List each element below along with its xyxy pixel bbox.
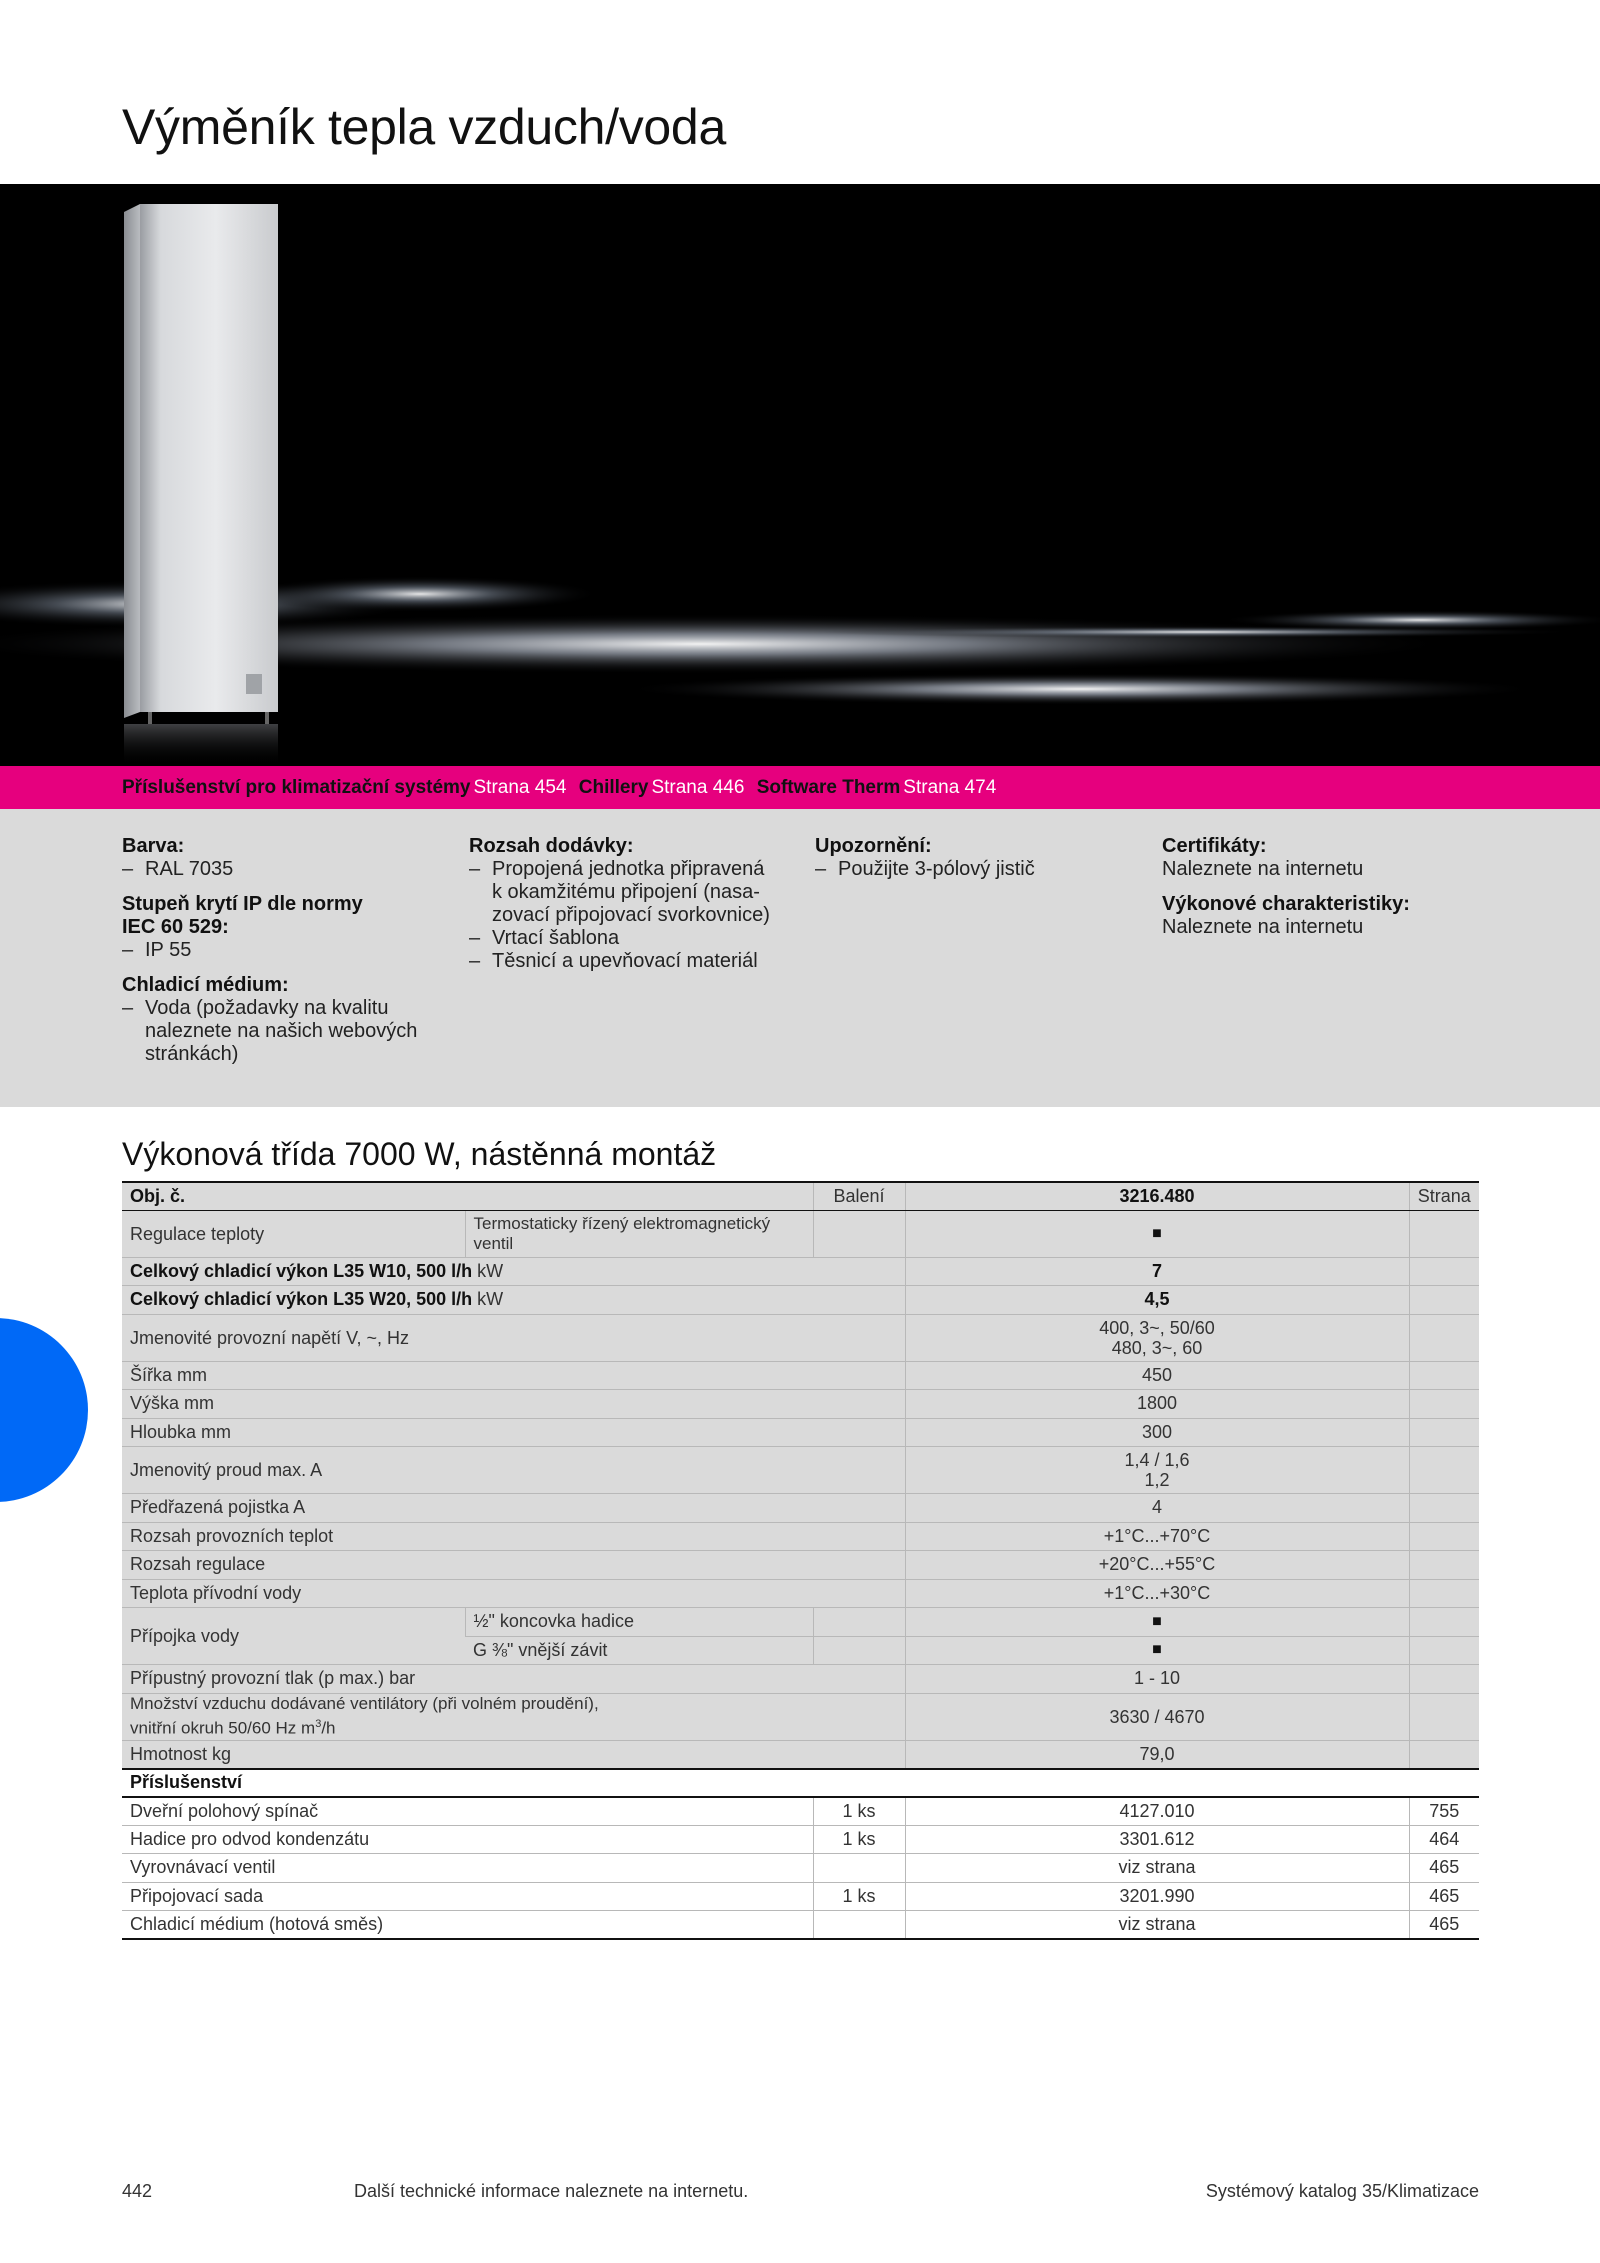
row-label: Šířka mm [122, 1361, 905, 1390]
row-value: 4 [905, 1494, 1409, 1523]
table-row [122, 1665, 1479, 1694]
header-number [905, 1182, 1409, 1210]
table-row [122, 1447, 1479, 1494]
row-value: 1 - 10 [905, 1665, 1409, 1694]
accessory-page[interactable]: 755 [1409, 1797, 1479, 1826]
medium-value [122, 997, 452, 1066]
table-row [122, 1579, 1479, 1608]
row-label: Rozsah regulace [122, 1551, 905, 1580]
header-strana: Strana [1409, 1182, 1479, 1210]
accessory-row [122, 1797, 1479, 1826]
row-value [905, 1447, 1409, 1494]
accessories-heading: Příslušenství [122, 1769, 1479, 1797]
accessory-number: 3301.612 [905, 1825, 1409, 1854]
product-hero-image [0, 184, 1600, 766]
row-label: Regulace teploty [122, 1210, 465, 1257]
table-header-row [122, 1182, 1479, 1210]
row-label: Výška mm [122, 1390, 905, 1419]
row-label [122, 1286, 905, 1315]
product-photo [0, 184, 1600, 766]
accessory-link-label[interactable]: Příslušenství pro klimatizační systémy [122, 777, 471, 798]
row-value-line: 1,4 / 1,6 [1124, 1450, 1190, 1470]
table-row [122, 1740, 1479, 1769]
row-value: +1°C...+30°C [905, 1579, 1409, 1608]
rozsah-heading: Rozsah dodávky: [469, 835, 634, 857]
article-number: 3216.480 [1119, 1185, 1195, 1206]
row-value: 300 [905, 1418, 1409, 1447]
table-row [122, 1494, 1479, 1523]
accessory-number: viz strana [905, 1911, 1409, 1940]
accessory-page-ref[interactable]: Strana 454 [473, 777, 567, 798]
row-value: 1800 [905, 1390, 1409, 1419]
row-label: Přípustný provozní tlak (p max.) bar [122, 1665, 905, 1694]
medium-line: stránkách) [145, 1043, 239, 1065]
footer-note: Další technické informace naleznete na internetu. [354, 2181, 749, 2201]
spec-table [122, 1181, 1479, 1940]
certifikaty-heading: Certifikáty: [1162, 835, 1267, 857]
row-unit: kW [477, 1289, 504, 1310]
row-label-bold: Celkový chladicí výkon L35 W10, 500 l/h [130, 1260, 473, 1281]
header-baleni: Balení [813, 1182, 905, 1210]
upozorneni-heading: Upozornění: [815, 835, 932, 857]
barva-heading: Barva: [122, 835, 185, 857]
accessory-name: Chladicí médium (hotová směs) [122, 1911, 813, 1940]
medium-line: naleznete na našich webových [145, 1020, 418, 1042]
info-column-1 [122, 835, 452, 1066]
row-value: ■ [905, 1210, 1409, 1257]
row-value-line: 480, 3~, 60 [1111, 1337, 1203, 1358]
row-sublabel: ½" koncovka hadice [465, 1608, 813, 1637]
info-column-4 [1162, 835, 1492, 939]
accessory-number: 3201.990 [905, 1882, 1409, 1911]
accessory-page[interactable]: 465 [1409, 1882, 1479, 1911]
row-value-bold: 4,5 [1144, 1289, 1170, 1310]
table-row [122, 1551, 1479, 1580]
rozsah-line: k okamžitému připojení (nasa- [492, 881, 760, 903]
medium-heading: Chladicí médium: [122, 974, 289, 996]
section-title: Výkonová třída 7000 W, nástěnná montáž [122, 1136, 717, 1172]
accessory-row [122, 1825, 1479, 1854]
row-label: Přípojka vody [122, 1608, 465, 1665]
accessory-name: Připojovací sada [122, 1882, 813, 1911]
row-label: Hloubka mm [122, 1418, 905, 1447]
ip-value: – IP 55 [122, 939, 452, 962]
table-row [122, 1390, 1479, 1419]
row-value [905, 1257, 1409, 1286]
table-row [122, 1522, 1479, 1551]
barva-value: – RAL 7035 [122, 858, 452, 881]
accessory-pack: 1 ks [813, 1825, 905, 1854]
info-panel [0, 809, 1600, 1107]
charakteristiky-heading: Výkonové charakteristiky: [1162, 893, 1410, 915]
accessory-pack: 1 ks [813, 1797, 905, 1826]
row-label: Jmenovitý proud max. A [122, 1447, 905, 1494]
row-label: Rozsah provozních teplot [122, 1522, 905, 1551]
medium-line: – Voda (požadavky na kvalitu [145, 997, 389, 1019]
accessory-page-ref[interactable]: Strana 446 [651, 777, 745, 798]
row-label-line: Množství vzduchu dodávané ventilátory (při volném proudění), [130, 1694, 599, 1714]
accessory-name: Vyrovnávací ventil [122, 1854, 813, 1883]
row-value: ■ [905, 1608, 1409, 1637]
row-value [905, 1286, 1409, 1315]
row-value: 450 [905, 1361, 1409, 1390]
table-row [122, 1210, 1479, 1257]
row-label: Předřazená pojistka A [122, 1494, 905, 1523]
accessory-page[interactable]: 465 [1409, 1911, 1479, 1940]
row-value-line: 400, 3~, 50/60 [1099, 1317, 1215, 1338]
table-row [122, 1693, 1479, 1740]
upozorneni-value: – Použijte 3-pólový jistič [815, 858, 1145, 881]
page-title: Výměník tepla vzduch/voda [122, 99, 726, 155]
rozsah-item: – Vrtací šablona [469, 927, 799, 950]
info-column-3 [815, 835, 1145, 881]
table-row [122, 1286, 1479, 1315]
accessory-pack [813, 1911, 905, 1940]
row-unit: kW [477, 1260, 504, 1281]
charakteristiky-value: Naleznete na internetu [1162, 916, 1364, 938]
table-row [122, 1257, 1479, 1286]
row-label-bold: Celkový chladicí výkon L35 W20, 500 l/h [130, 1289, 473, 1310]
row-value: ■ [905, 1636, 1409, 1665]
accessory-name: Hadice pro odvod kondenzátu [122, 1825, 813, 1854]
rozsah-line: zovací připojovací svorkovnice) [492, 904, 770, 926]
accessory-row [122, 1911, 1479, 1940]
row-sublabel: G ⅜" vnější závit [465, 1636, 813, 1665]
row-label: Hmotnost kg [122, 1740, 905, 1769]
accessory-page[interactable]: 465 [1409, 1854, 1479, 1883]
accessories-bar [0, 766, 1600, 809]
chapter-tab-marker [0, 1318, 88, 1502]
row-label [122, 1693, 905, 1740]
accessory-number: viz strana [905, 1854, 1409, 1883]
row-value: +1°C...+70°C [905, 1522, 1409, 1551]
certifikaty-value: Naleznete na internetu [1162, 858, 1364, 880]
accessory-page-ref[interactable]: Strana 474 [903, 777, 997, 798]
row-value-bold: 7 [1151, 1260, 1162, 1281]
accessory-link-label[interactable]: Software Therm [756, 777, 901, 798]
rozsah-item: – Těsnicí a upevňovací materiál [469, 950, 799, 973]
rozsah-line: – Propojená jednotka připravená [492, 858, 765, 880]
accessories-section-row [122, 1769, 1479, 1797]
row-label: Teplota přívodní vody [122, 1579, 905, 1608]
header-obj: Obj. č. [122, 1182, 813, 1210]
rozsah-item [469, 858, 799, 927]
accessory-name: Dveřní polohový spínač [122, 1797, 813, 1826]
ip-heading-line2: IEC 60 529: [122, 916, 229, 938]
footer-page-number: 442 [122, 2181, 153, 2201]
table-row [122, 1608, 1479, 1637]
row-value [905, 1314, 1409, 1361]
table-row [122, 1361, 1479, 1390]
table-row [122, 1418, 1479, 1447]
accessory-page[interactable]: 464 [1409, 1825, 1479, 1854]
accessory-link-label[interactable]: Chillery [578, 777, 649, 798]
row-label [122, 1257, 905, 1286]
row-label: Jmenovité provozní napětí V, ~, Hz [122, 1314, 905, 1361]
accessory-number: 4127.010 [905, 1797, 1409, 1826]
table-row [122, 1314, 1479, 1361]
accessory-row [122, 1854, 1479, 1883]
row-label-part: /h [321, 1718, 336, 1738]
row-value: 3630 / 4670 [905, 1693, 1409, 1740]
ip-heading-line1: Stupeň krytí IP dle normy [122, 893, 363, 915]
row-label-part: vnitřní okruh 50/60 Hz m [130, 1718, 316, 1738]
row-label-line [130, 1714, 897, 1739]
info-column-2 [469, 835, 799, 973]
accessory-pack [813, 1854, 905, 1883]
row-value-line: 1,2 [1144, 1470, 1170, 1490]
row-sublabel: Termostaticky řízený elektromagnetický ventil [465, 1210, 813, 1257]
superscript: 3 [315, 1718, 322, 1731]
row-value: +20°C...+55°C [905, 1551, 1409, 1580]
accessory-row [122, 1882, 1479, 1911]
footer-catalog: Systémový katalog 35/Klimatizace [1205, 2181, 1479, 2201]
row-value: 79,0 [905, 1740, 1409, 1769]
accessory-pack: 1 ks [813, 1882, 905, 1911]
